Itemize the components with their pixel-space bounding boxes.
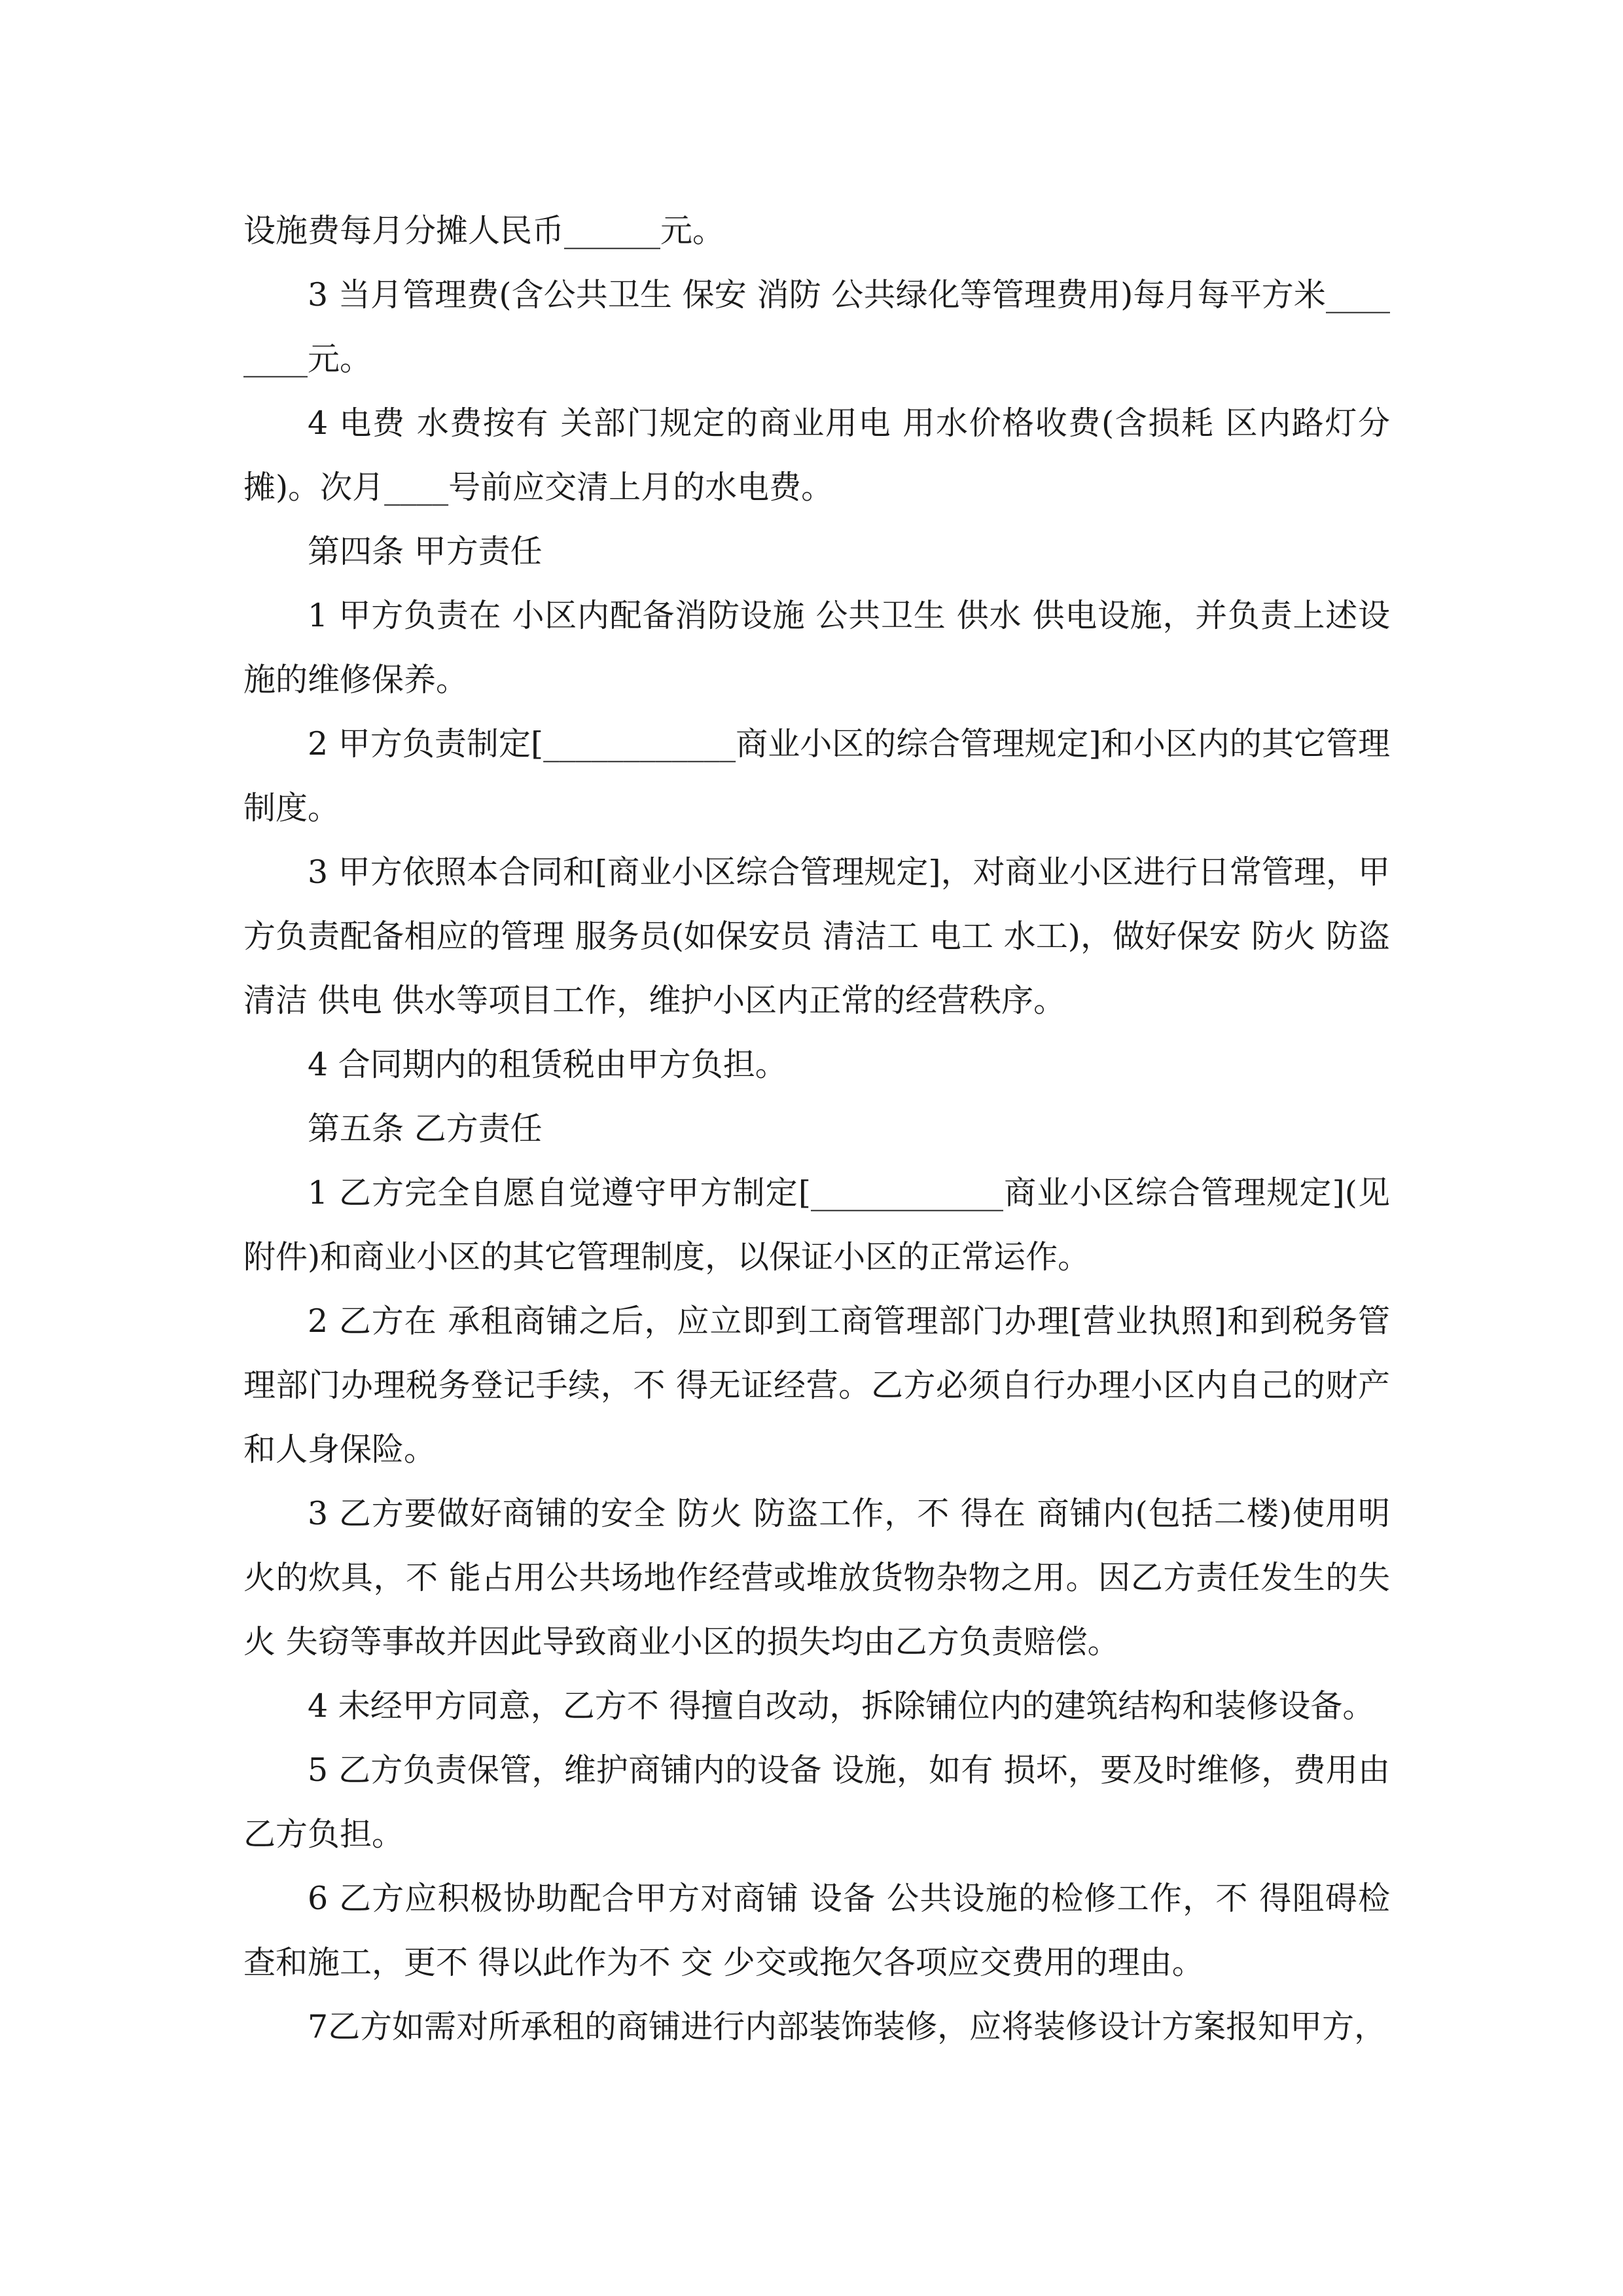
paragraph-utility-fee: 4 电费 水费按有 关部门规定的商业用电 用水价格收费(含损耗 区内路灯分摊)。次月____号前应交清上月的水电费。 xyxy=(243,404,1390,506)
paragraph-party-b-item-2: 2 乙方在 承租商铺之后，应立即到工商管理部门办理[营业执照]和到税务管理部门办理税务登记手续，不 得无证经营。乙方必须自行办理小区内自己的财产和人身保险。 xyxy=(243,1302,1390,1468)
paragraph-party-b-item-4: 4 未经甲方同意，乙方不 得擅自改动，拆除铺位内的建筑结构和装修设备。 xyxy=(308,1687,1375,1725)
paragraph-party-b-item-5: 5 乙方负责保管，维护商铺内的设备 设施，如有 损坏，要及时维修，费用由乙方负担。 xyxy=(243,1751,1390,1853)
paragraph-party-b-item-7: 7乙方如需对所承租的商铺进行内部装饰装修，应将装修设计方案报知甲方， xyxy=(308,2008,1387,2045)
section-heading-article-4: 第四条 甲方责任 xyxy=(308,533,543,570)
paragraph-party-a-item-3: 3 甲方依照本合同和[商业小区综合管理规定]，对商业小区进行日常管理，甲方负责配备相应的管理 服务员(如保安员 清洁工 电工 水工)，做好保安 防火 防盗 清洁 供电 供水等项目工作，维护小区内正常的经营秩序。 xyxy=(243,853,1390,1019)
paragraph-party-b-item-3: 3 乙方要做好商铺的安全 防火 防盗工作，不 得在 商铺内(包括二楼)使用明火的炊具，不 能占用公共场地作经营或堆放货物杂物之用。因乙方责任发生的失火 失窃等事故并因此导致商业小区的损失均由乙方负责赔偿。 xyxy=(243,1495,1390,1660)
paragraph-facility-fee-continued: 设施费每月分摊人民币______元。 xyxy=(243,212,725,249)
paragraph-party-b-item-6: 6 乙方应积极协助配合甲方对商铺 设备 公共设施的检修工作，不 得阻碍检查和施工，更不 得以此作为不 交 少交或拖欠各项应交费用的理由。 xyxy=(243,1880,1390,1981)
paragraph-party-b-item-1: 1 乙方完全自愿自觉遵守甲方制定[____________商业小区综合管理规定](见附件)和商业小区的其它管理制度，以保证小区的正常运作。 xyxy=(243,1174,1390,1276)
paragraph-party-a-item-1: 1 甲方负责在 小区内配备消防设施 公共卫生 供水 供电设施，并负责上述设施的维修保养。 xyxy=(243,597,1390,698)
paragraph-management-fee: 3 当月管理费(含公共卫生 保安 消防 公共绿化等管理费用)每月每平方米________元。 xyxy=(243,276,1390,378)
paragraph-party-a-item-4: 4 合同期内的租赁税由甲方负担。 xyxy=(308,1046,787,1083)
paragraph-party-a-item-2: 2 甲方负责制定[____________商业小区的综合管理规定]和小区内的其它管理制度。 xyxy=(243,725,1390,827)
section-heading-article-5: 第五条 乙方责任 xyxy=(308,1110,543,1147)
